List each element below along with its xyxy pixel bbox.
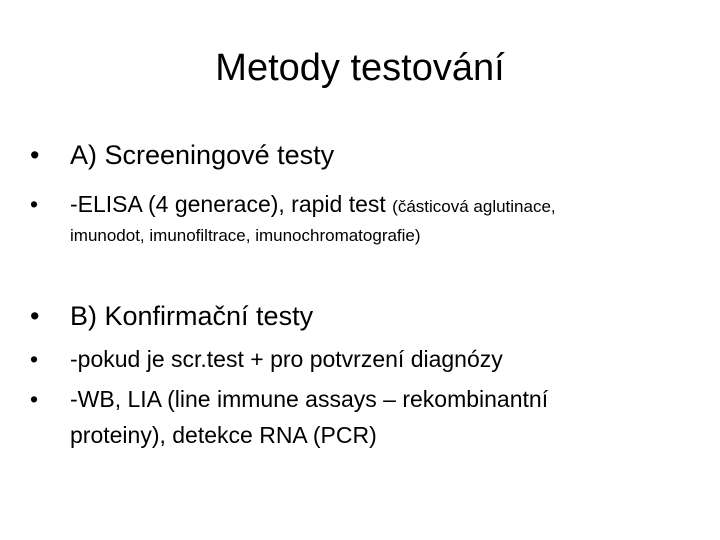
slide-title: Metody testování: [215, 47, 505, 89]
bullet-marker: •: [30, 191, 39, 217]
bullet-marker: •: [30, 140, 40, 170]
bullet-text: A) Screeningové testy: [70, 140, 335, 170]
bullet-text-small: (částicová aglutinace,: [392, 197, 556, 216]
bullet-marker: •: [30, 301, 40, 331]
bullet-text: -WB, LIA (line immune assays – rekombinantní: [70, 386, 549, 412]
bullet-continuation: proteiny), detekce RNA (PCR): [70, 422, 377, 448]
bullet-marker: •: [30, 346, 39, 372]
bullet-text: -pokud je scr.test + pro potvrzení diagnózy: [70, 346, 503, 372]
bullet-marker: •: [30, 386, 39, 412]
bullet-continuation: imunodot, imunofiltrace, imunochromatografie): [70, 226, 421, 245]
bullet-text: -ELISA (4 generace), rapid test: [70, 191, 386, 217]
bullet-text: B) Konfirmační testy: [70, 301, 314, 331]
